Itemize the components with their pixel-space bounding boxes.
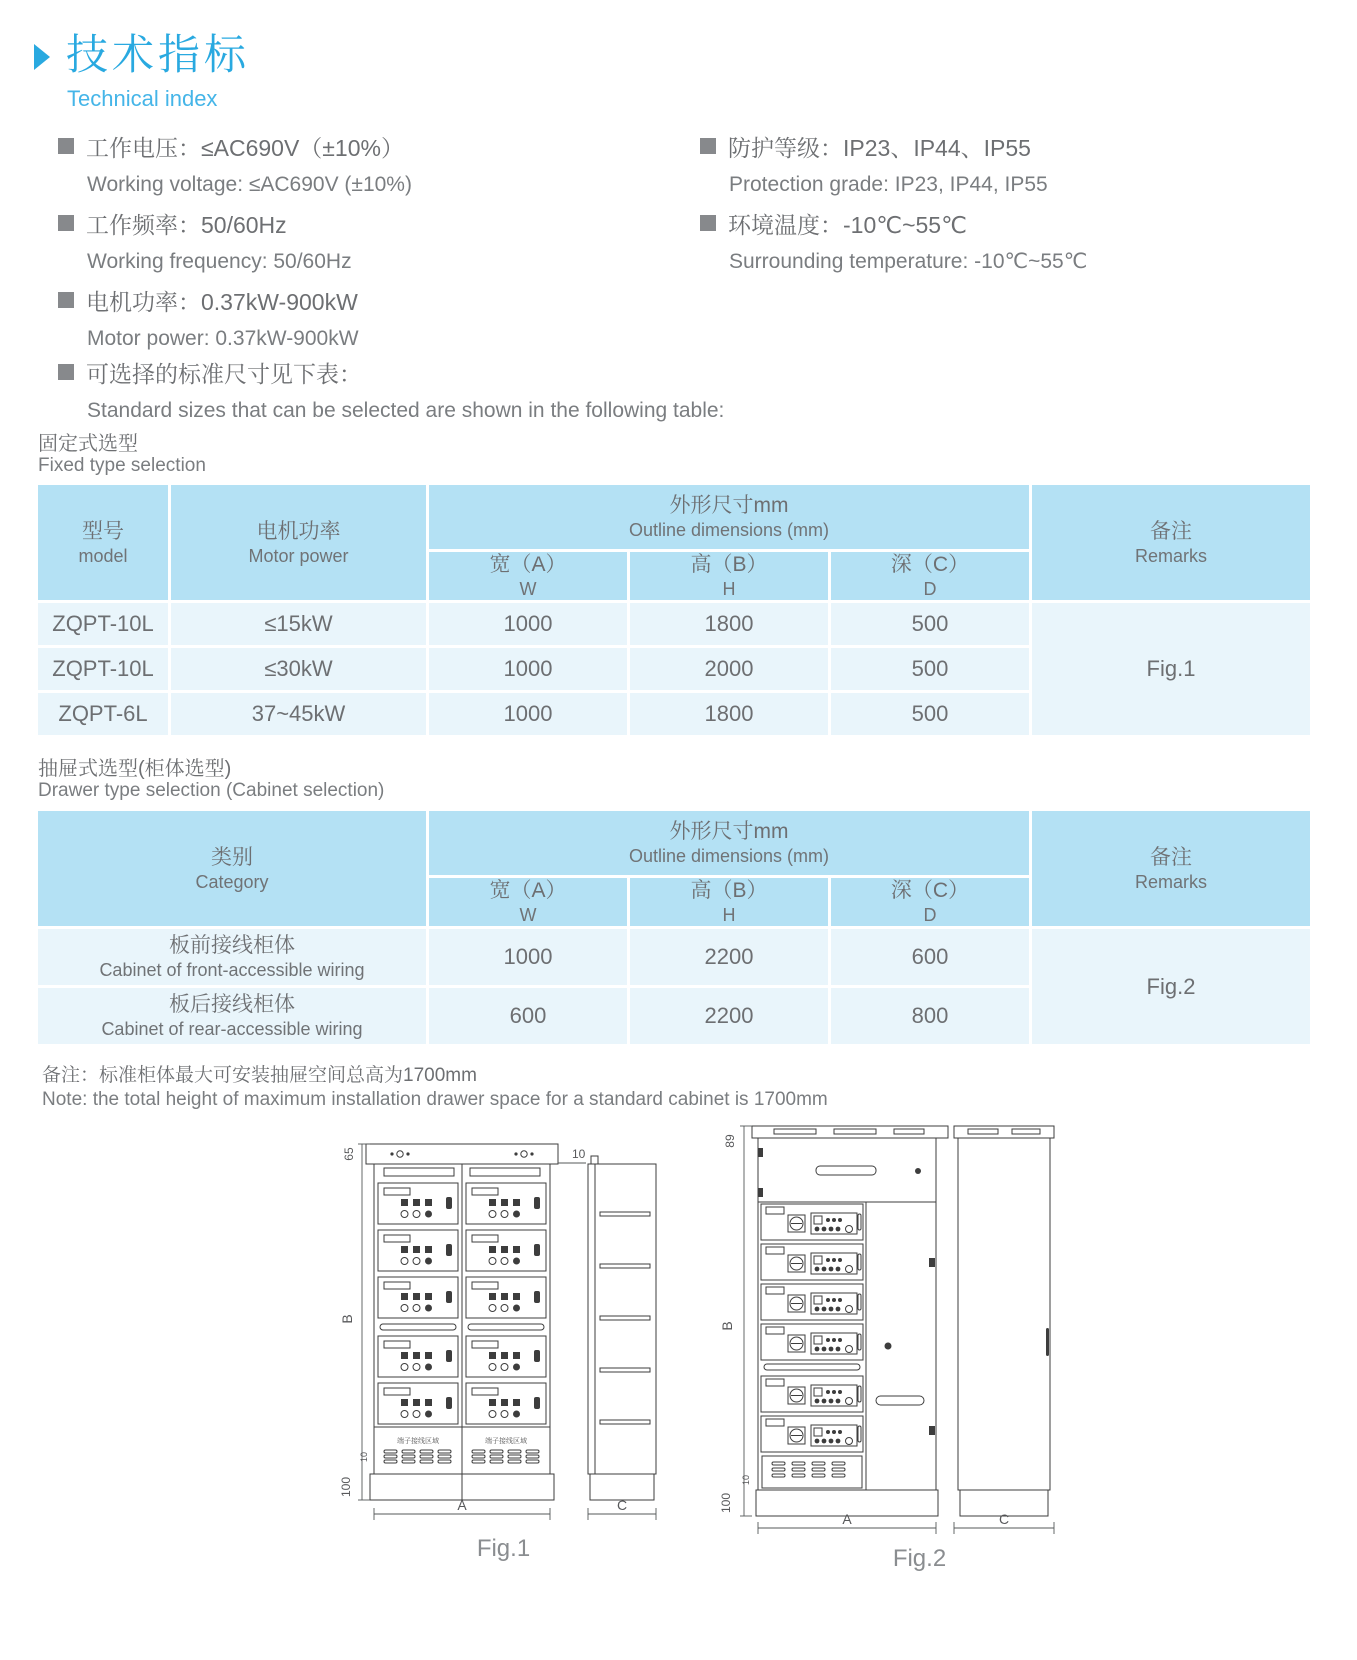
fig1-dim-width-label: A — [457, 1497, 467, 1513]
fig2-side-view — [954, 1126, 1054, 1516]
fig1-caption: Fig.1 — [476, 1535, 531, 1562]
cell-remark: Fig.1 — [1032, 603, 1310, 735]
fig2-dim-depth-label: C — [998, 1511, 1010, 1527]
cell-width: 600 — [429, 988, 627, 1044]
cell-model: ZQPT-10L — [38, 648, 168, 690]
cell-width: 1000 — [429, 693, 627, 735]
col-header-remarks: 备注 Remarks — [1032, 811, 1310, 926]
cell-depth: 600 — [831, 929, 1029, 985]
spec-en-text: Surrounding temperature: -10℃~55℃ — [729, 250, 1088, 273]
fig1-dim-plinth-label: 100 — [339, 1476, 353, 1498]
drawer-table-title-zh: 抽屉式选型(柜体选型) — [38, 758, 232, 780]
spec-working-voltage — [58, 126, 412, 203]
cell-model: ZQPT-10L — [38, 603, 168, 645]
fixed-table-title-zh: 固定式选型 — [38, 433, 138, 455]
cell-height: 1800 — [630, 603, 828, 645]
fig2-drawing — [716, 1096, 1061, 1538]
cell-height: 2200 — [630, 988, 828, 1044]
cell-category: 板前接线柜体 Cabinet of front-accessible wiring — [38, 929, 426, 985]
col-header-outline-dimensions: 外形尺寸mm Outline dimensions (mm) — [429, 485, 1029, 549]
fig1-side-view — [588, 1156, 656, 1500]
bullet-square-icon — [58, 215, 74, 231]
spec-en-text: Standard sizes that can be selected are shown in the following table: — [87, 398, 725, 422]
fig2-dim-width-label: A — [842, 1511, 852, 1527]
cell-depth: 500 — [831, 603, 1029, 645]
fig1-drawing — [336, 1116, 671, 1528]
cell-width: 1000 — [429, 603, 627, 645]
cell-power: ≤30kW — [171, 648, 426, 690]
cell-remark: Fig.2 — [1032, 929, 1310, 1044]
spec-zh-text: 工作频率：50/60Hz — [86, 211, 287, 238]
col-header-model: 型号 model — [38, 485, 168, 600]
spec-surrounding-temperature — [700, 203, 1087, 280]
drawer-table-title-en: Drawer type selection (Cabinet selection) — [38, 780, 385, 801]
page-title-en: Technical index — [67, 86, 218, 111]
fig2-caption: Fig.2 — [892, 1545, 947, 1572]
cell-power: 37~45kW — [171, 693, 426, 735]
spec-en-text: Working frequency: 50/60Hz — [87, 249, 352, 273]
cell-depth: 800 — [831, 988, 1029, 1044]
note-en: Note: the total height of maximum installation drawer space for a standard cabinet is 1700mm — [42, 1089, 828, 1110]
cell-depth: 500 — [831, 693, 1029, 735]
spec-en-text: Working voltage: ≤AC690V (±10%) — [87, 172, 412, 196]
cell-model: ZQPT-6L — [38, 693, 168, 735]
bullet-square-icon — [58, 138, 74, 154]
fig1-dimensions — [339, 1144, 656, 1520]
col-header-depth: 深（C） D — [831, 878, 1029, 926]
col-header-depth: 深（C） D — [831, 552, 1029, 600]
cell-height: 1800 — [630, 693, 828, 735]
col-header-height: 高（B） H — [630, 552, 828, 600]
bullet-square-icon — [700, 138, 716, 154]
col-header-outline-dimensions: 外形尺寸mm Outline dimensions (mm) — [429, 811, 1029, 875]
spec-en-text: Motor power: 0.37kW-900kW — [87, 326, 359, 350]
table-row — [38, 603, 1310, 645]
fig1-dim-depth-label: C — [616, 1497, 628, 1513]
spec-zh-text: 可选择的标准尺寸见下表： — [86, 360, 362, 387]
fig2-dim-height-label: B — [719, 1321, 735, 1331]
spec-zh-text: 工作电压：≤AC690V（±10%） — [86, 134, 404, 161]
fig1-front-view — [366, 1144, 558, 1500]
fig1-dim-cap-label: 65 — [342, 1147, 356, 1161]
cell-height: 2200 — [630, 929, 828, 985]
figure-1 — [336, 1116, 671, 1563]
spec-protection-grade — [700, 126, 1087, 203]
fig1-dim-height-label: B — [339, 1314, 355, 1324]
fixed-table-title-en: Fixed type selection — [38, 455, 206, 476]
page-header — [34, 31, 251, 112]
spec-en-text: Protection grade: IP23, IP44, IP55 — [729, 172, 1048, 196]
page-title-zh: 技术指标 — [66, 31, 251, 78]
fig2-dim-vent-gap-label: 10 — [741, 1474, 751, 1486]
fig2-dim-cap-label: 89 — [723, 1134, 737, 1148]
bullet-square-icon — [700, 215, 716, 231]
specs-right-column — [700, 126, 1087, 280]
note-zh: 备注：标准柜体最大可安装抽屉空间总高为1700mm — [42, 1065, 477, 1086]
col-header-remarks: 备注 Remarks — [1032, 485, 1310, 600]
cell-width: 1000 — [429, 648, 627, 690]
col-header-category: 类别 Category — [38, 811, 426, 926]
fig1-terminal-area-label: 端子接线区域 — [397, 1438, 439, 1445]
col-header-motor-power: 电机功率 Motor power — [171, 485, 426, 600]
spec-working-frequency — [58, 203, 412, 280]
spec-standard-sizes — [58, 352, 724, 429]
bullet-square-icon — [58, 292, 74, 308]
cell-depth: 500 — [831, 648, 1029, 690]
fig2-front-view — [752, 1126, 948, 1516]
table-row — [38, 929, 1310, 985]
section-arrow-icon — [34, 44, 50, 70]
fig2-dimensions — [719, 1126, 1054, 1534]
bullet-square-icon — [58, 364, 74, 380]
fig2-dim-plinth-label: 100 — [719, 1492, 733, 1514]
cell-width: 1000 — [429, 929, 627, 985]
spec-zh-text: 环境温度：-10℃~55℃ — [728, 211, 967, 238]
cell-height: 2000 — [630, 648, 828, 690]
fixed-type-table — [35, 482, 1313, 738]
col-header-height: 高（B） H — [630, 878, 828, 926]
figure-2 — [716, 1096, 1061, 1573]
spec-zh-text: 防护等级：IP23、IP44、IP55 — [728, 134, 1031, 161]
fig1-terminal-area-label: 端子接线区域 — [485, 1438, 527, 1445]
col-header-width: 宽（A） W — [429, 552, 627, 600]
fig1-dim-vent-gap-label: 10 — [359, 1451, 369, 1463]
cell-category: 板后接线柜体 Cabinet of rear-accessible wiring — [38, 988, 426, 1044]
specs-left-column — [58, 126, 412, 357]
cell-power: ≤15kW — [171, 603, 426, 645]
spec-motor-power — [58, 280, 412, 357]
col-header-width: 宽（A） W — [429, 878, 627, 926]
fig1-dim-top-gap-label: 10 — [572, 1147, 586, 1161]
spec-zh-text: 电机功率：0.37kW-900kW — [86, 288, 358, 315]
drawer-type-table — [35, 808, 1313, 1047]
